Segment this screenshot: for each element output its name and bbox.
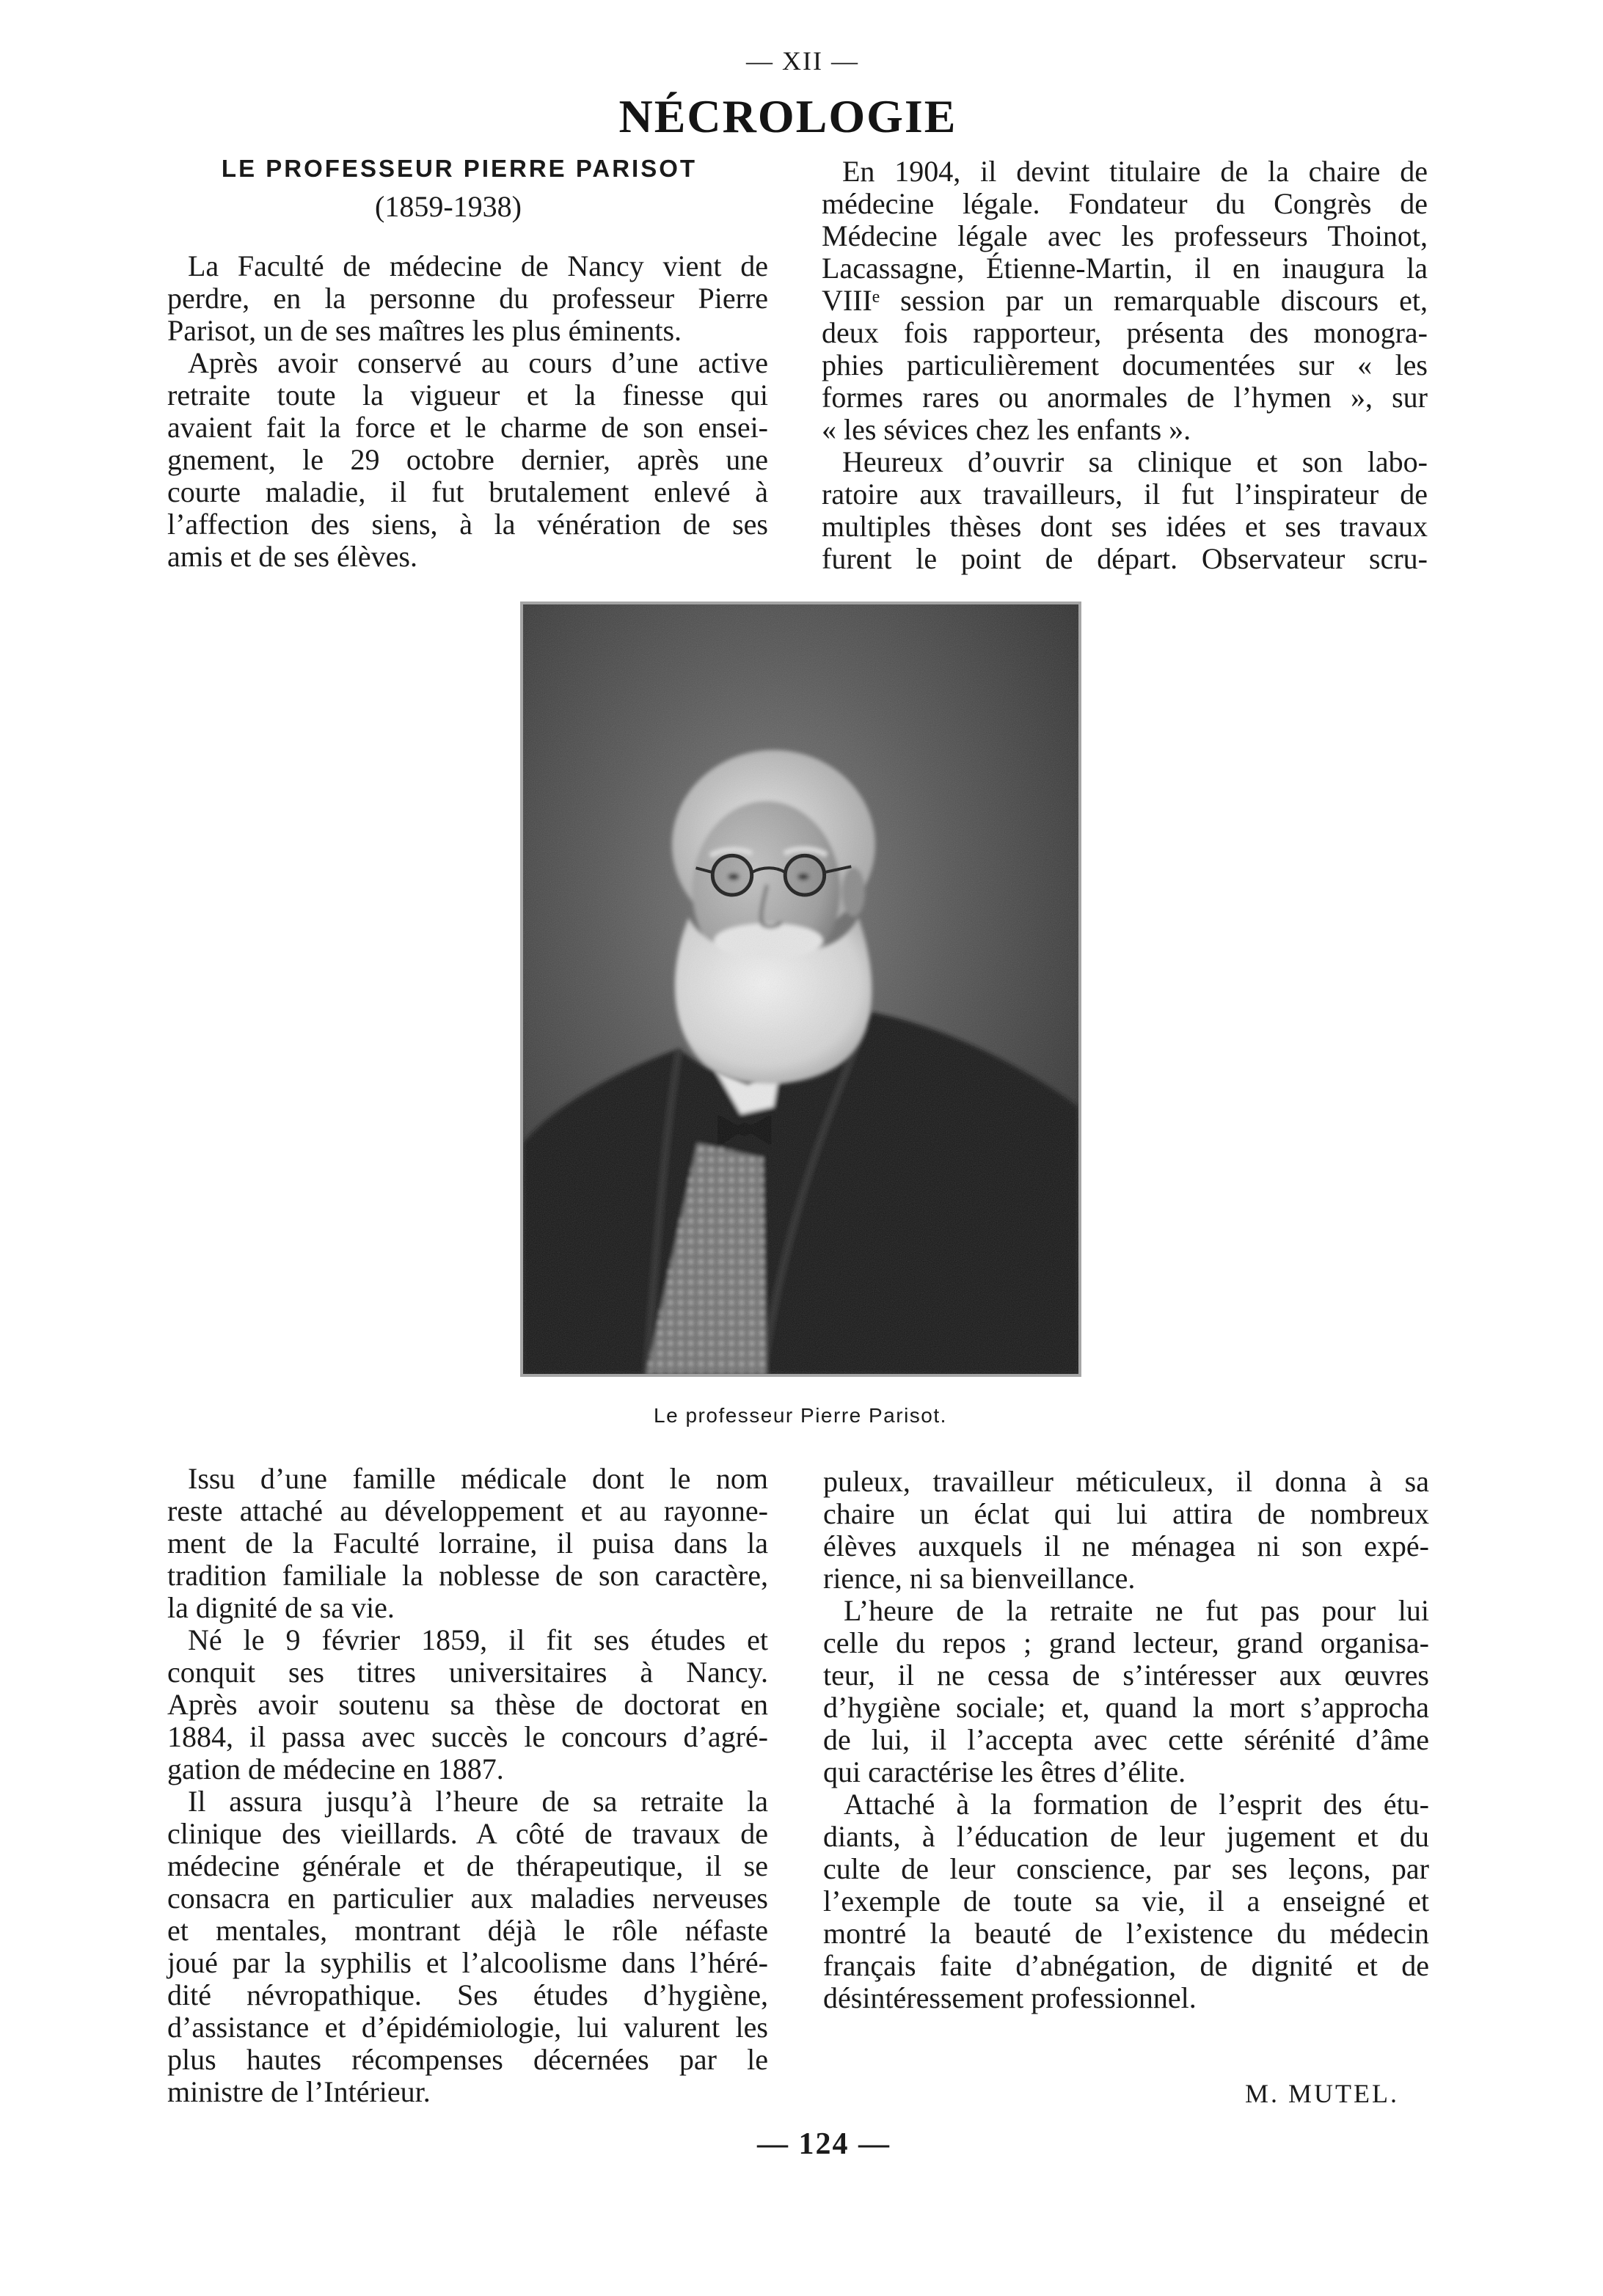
column-top-right <box>822 156 1428 575</box>
portrait-image <box>523 604 1078 1374</box>
text-line: reste attaché au développement et au rayonne- <box>167 1494 768 1527</box>
text-line: deux fois rapporteur, présenta des monogra- <box>822 316 1428 349</box>
text-line: Après avoir conservé au cours d’une active <box>188 346 768 379</box>
text-line: multiples thèses dont ses idées et ses travaux <box>822 510 1428 543</box>
text-line: plus hautes récompenses décernées par le <box>167 2043 768 2076</box>
text-line: l’exemple de toute sa vie, il a enseigné et <box>823 1884 1429 1917</box>
text-line: celle du repos ; grand lecteur, grand organisa- <box>823 1626 1429 1659</box>
text-line: et mentales, montrant déjà le rôle néfaste <box>167 1914 768 1947</box>
text-line: La Faculté de médecine de Nancy vient de <box>188 249 768 282</box>
paragraph <box>167 347 768 573</box>
paragraph <box>823 1788 1429 2014</box>
text-line: teur, il ne cessa de s’intéresser aux œuvres <box>823 1659 1429 1692</box>
text-line: élèves auxquels il ne ménagea ni son expé- <box>823 1529 1429 1562</box>
text-line: Médecine légale avec les professeurs Thoinot, <box>822 219 1428 252</box>
paragraph <box>823 1595 1429 1788</box>
text-line: Il assura jusqu’à l’heure de sa retraite la <box>188 1785 768 1818</box>
paragraph <box>167 1785 768 2108</box>
text-line: rience, ni sa bienveillance. <box>823 1562 1136 1595</box>
column-bottom-left <box>167 1463 768 2108</box>
text-line: clinique des vieillards. A côté de travaux de <box>167 1817 768 1850</box>
text-line: En 1904, il devint titulaire de la chaire de <box>842 155 1428 188</box>
text-line: montré la beauté de l’existence du médecin <box>823 1917 1429 1950</box>
text-line: qui caractérise les êtres d’élite. <box>823 1755 1186 1788</box>
text-line: L’heure de la retraite ne fut pas pour lui <box>844 1594 1429 1627</box>
text-line: avaient fait la force et le charme de son ensei- <box>167 411 768 444</box>
text-line: médecine légale. Fondateur du Congrès de <box>822 187 1428 220</box>
text-line: la dignité de sa vie. <box>167 1591 395 1624</box>
text-line: de lui, il l’accepta avec cette sérénité d’âme <box>823 1723 1429 1756</box>
text-line: gnement, le 29 octobre dernier, après une <box>167 443 768 476</box>
text-line: puleux, travailleur méticuleux, il donna à sa <box>823 1465 1429 1498</box>
text-line: phies particulièrement documentées sur « les <box>822 348 1428 381</box>
text-line: Lacassagne, Étienne-Martin, il en inaugura la <box>822 252 1428 285</box>
text-line: diants, à l’éducation de leur jugement et du <box>823 1820 1429 1853</box>
text-line: l’affection des siens, à la vénération de ses <box>167 508 768 541</box>
text-line: joué par la syphilis et l’alcoolisme dans l’héré- <box>167 1946 768 1979</box>
paragraph <box>822 446 1428 575</box>
text-line: tradition familiale la noblesse de son caractère, <box>167 1559 768 1592</box>
text-line: culte de leur conscience, par ses leçons, par <box>823 1852 1429 1885</box>
text-line: Issu d’une famille médicale dont le nom <box>188 1462 768 1495</box>
text-line: français faite d’abnégation, de dignité et de <box>823 1949 1429 1982</box>
text-line: désintéressement professionnel. <box>823 1981 1197 2014</box>
paragraph <box>167 1463 768 1624</box>
article-heading: LE PROFESSEUR PIERRE PARISOT <box>221 155 698 182</box>
text-line: Parisot, un de ses maîtres les plus éminents. <box>167 314 682 347</box>
paragraph <box>823 1466 1429 1595</box>
section-title: NÉCROLOGIE <box>618 90 957 142</box>
text-line: courte maladie, il fut brutalement enlevé à <box>167 475 768 508</box>
text-line: conquit ses titres universitaires à Nancy. <box>167 1656 768 1689</box>
text-line: médecine générale et de thérapeutique, il se <box>167 1849 768 1882</box>
text-line: d’assistance et d’épidémiologie, lui valurent les <box>167 2011 768 2044</box>
text-line: formes rares ou anormales de l’hymen », sur <box>822 381 1428 414</box>
text-line: « les sévices chez les enfants ». <box>822 413 1191 446</box>
paragraph <box>822 156 1428 446</box>
text-line: retraite toute la vigueur et la finesse qui <box>167 379 768 412</box>
text-line: d’hygiène sociale; et, quand la mort s’approcha <box>823 1691 1429 1724</box>
text-line: gation de médecine en 1887. <box>167 1752 504 1785</box>
text-line: Heureux d’ouvrir sa clinique et son labo- <box>842 445 1428 478</box>
text-line: consacra en particulier aux maladies nerveuses <box>167 1882 768 1915</box>
text-line: Attaché à la formation de l’esprit des étu- <box>844 1788 1429 1821</box>
folio-roman: — XII — <box>746 46 859 76</box>
text-line: Après avoir soutenu sa thèse de doctorat en <box>167 1688 768 1721</box>
column-top-left <box>167 250 768 573</box>
text-line: chaire un éclat qui lui attira de nombreux <box>823 1497 1429 1530</box>
text-line: dité névropathique. Ses études d’hygiène, <box>167 1978 768 2011</box>
author-signature: M. MUTEL. <box>1245 2079 1399 2108</box>
text-line: furent le point de départ. Observateur scru- <box>822 542 1428 575</box>
portrait-photo <box>520 602 1081 1377</box>
text-line: ment de la Faculté lorraine, il puisa dans la <box>167 1527 768 1560</box>
paragraph <box>167 250 768 347</box>
figure-caption: Le professeur Pierre Parisot. <box>654 1404 947 1427</box>
article-dates: (1859-1938) <box>375 190 522 223</box>
text-line: Né le 9 février 1859, il fit ses études et <box>188 1623 768 1656</box>
page-number: — 124 — <box>757 2127 891 2161</box>
column-bottom-right <box>823 1466 1429 2014</box>
paragraph <box>167 1624 768 1785</box>
text-line: VIIIᵉ session par un remarquable discours et, <box>822 284 1428 317</box>
text-line: ratoire aux travailleurs, il fut l’inspirateur de <box>822 478 1428 511</box>
text-line: amis et de ses élèves. <box>167 540 417 573</box>
text-line: 1884, il passa avec succès le concours d’agré- <box>167 1720 768 1753</box>
photo-grain <box>523 604 1078 1374</box>
text-line: perdre, en la personne du professeur Pierre <box>167 282 768 315</box>
text-line: ministre de l’Intérieur. <box>167 2075 431 2108</box>
